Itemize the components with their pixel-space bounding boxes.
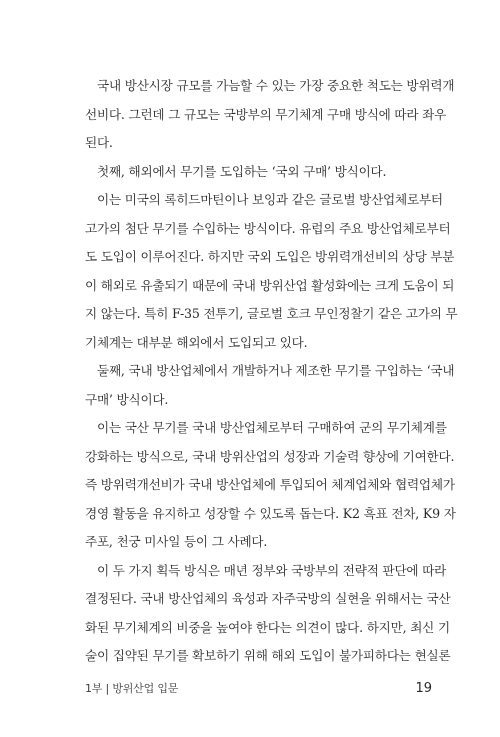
- text-line: 구매’ 방식이다.: [85, 391, 169, 407]
- text-line: 이 두 가지 획득 방식은 매년 정부와 국방부의 전략적 판단에 따라: [97, 562, 447, 578]
- text-line: 국내 방산시장 규모를 가늠할 수 있는 가장 중요한 척도는 방위력개: [97, 78, 455, 93]
- running-head: 1부 | 방위산업 입문: [85, 682, 179, 695]
- text-line: 강화하는 방식으로, 국내 방위산업의 성장과 기술력 향상에 기여한다.: [85, 448, 455, 464]
- text-line: 지 않는다. 특히 F-35 전투기, 글로벌 호크 무인정찰기 같은 고가의 무: [85, 306, 458, 321]
- text-line: 결정된다. 국내 방산업체의 육성과 자주국방의 실현을 위해서는 국산: [85, 591, 451, 606]
- text-line: 둘째, 국내 방산업체에서 개발하거나 제조한 무기를 구입하는 ‘국내: [97, 363, 455, 378]
- text-line: 고가의 첨단 무기를 수입하는 방식이다. 유럽의 주요 방산업체로부터: [85, 220, 451, 236]
- text-line: 선비다. 그런데 그 규모는 국방부의 무기체계 구매 방식에 따라 좌우: [85, 106, 447, 122]
- text-line: 이는 미국의 록히드마틴이나 보잉과 같은 글로벌 방산업체로부터: [97, 192, 443, 207]
- text-line: 주포, 천궁 미사일 등이 그 사례다.: [85, 534, 268, 549]
- text-line: 술이 집약된 무기를 확보하기 위해 해외 도입이 불가피하다는 현실론: [85, 648, 451, 663]
- text-line: 기체계는 대부분 해외에서 도입되고 있다.: [85, 334, 308, 350]
- text-line: 첫째, 해외에서 무기를 도입하는 ‘국외 구매’ 방식이다.: [97, 163, 387, 179]
- text-line: 이 해외로 유출되기 때문에 국내 방위산업 활성화에는 크게 도움이 되: [85, 277, 455, 293]
- text-line: 경영 활동을 유지하고 성장할 수 있도록 돕는다. K2 흑표 전차, K9 자: [85, 505, 456, 521]
- text-line: 된다.: [85, 135, 113, 150]
- text-line: 즉 방위력개선비가 국내 방산업체에 투입되어 체계업체와 협력업체가: [85, 477, 455, 492]
- text-line: 도 도입이 이루어진다. 하지만 국외 도입은 방위력개선비의 상당 부분: [85, 249, 455, 264]
- body-text: [85, 72, 458, 671]
- page-footer: [85, 678, 432, 698]
- text-line: 화된 무기체계의 비중을 높여야 한다는 의견이 많다. 하지만, 최신 기: [85, 619, 450, 635]
- page-number: 19: [415, 680, 432, 696]
- text-line: 이는 국산 무기를 국내 방산업체로부터 구매하여 군의 무기체계를: [97, 420, 447, 435]
